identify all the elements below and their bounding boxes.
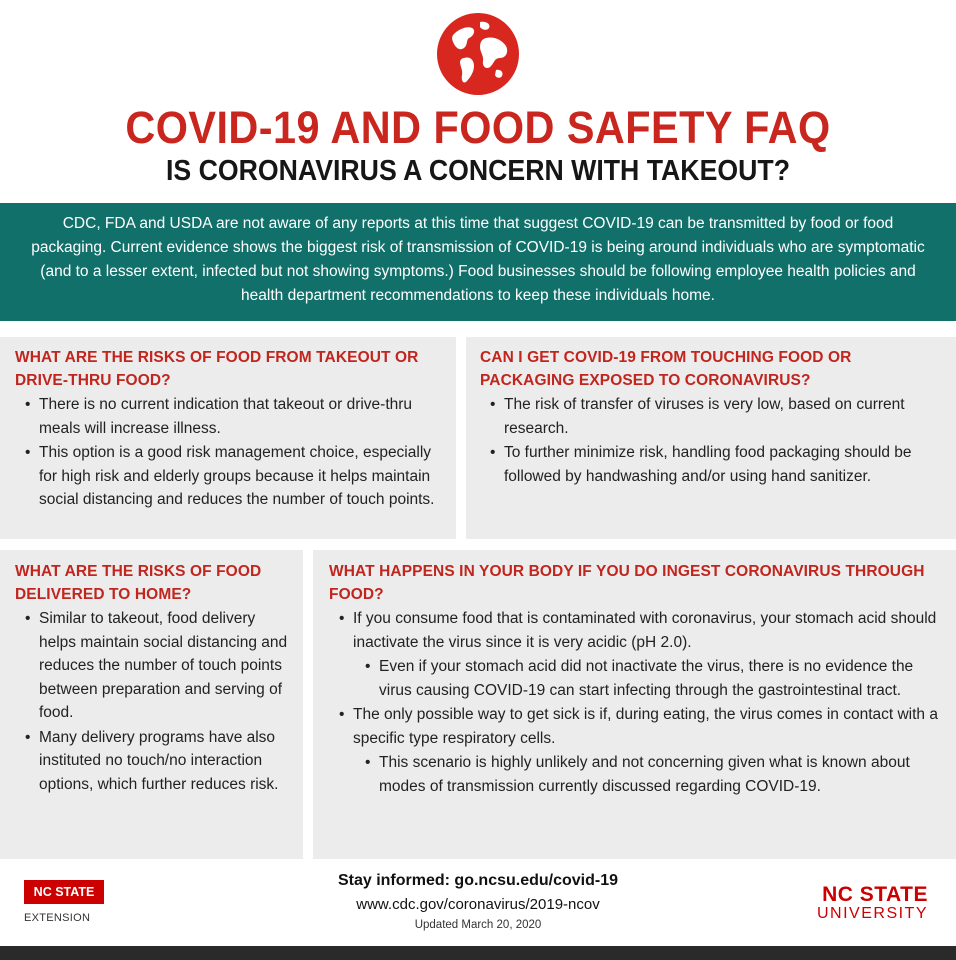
footer-links — [0, 872, 956, 931]
takeout-panel — [0, 337, 456, 539]
nc-state-university-logo — [817, 884, 928, 923]
touching-list — [480, 393, 942, 488]
footer — [0, 862, 956, 948]
stay-informed-link[interactable]: Stay informed: go.ncsu.edu/covid-19 — [337, 872, 619, 889]
ingest-heading: WHAT HAPPENS IN YOUR BODY IF YOU DO INGEST CORONAVIRUS THROUGH FOOD? — [329, 563, 925, 603]
list-item: • The only possible way to get sick is if, during eating, the virus comes in contact with a specific type respiratory cells. — [329, 703, 944, 750]
list-item: • Similar to takeout, food delivery helps maintain social distancing and reduces the number of touch points between preparation and serving of food. — [15, 607, 291, 725]
delivered-panel — [0, 550, 303, 859]
ingest-list — [329, 607, 944, 798]
logo-line-1: NC STATE — [822, 883, 928, 906]
intro-banner — [0, 203, 956, 321]
takeout-list — [15, 393, 442, 512]
nc-state-extension-badge: NC STATE — [24, 880, 104, 904]
cdc-link[interactable]: www.cdc.gov/coronavirus/2019-ncov — [356, 896, 600, 913]
sub-list-item: • This scenario is highly unlikely and not concerning given what is known about modes of transmission currently discussed regarding COVID-19. — [329, 751, 944, 798]
list-item: • Many delivery programs have also instituted no touch/no interaction options, which further reduces risk. — [15, 726, 291, 797]
delivered-list — [15, 607, 291, 796]
updated-date: Updated March 20, 2020 — [414, 919, 542, 931]
list-item: • To further minimize risk, handling food packaging should be followed by handwashing and/or using hand sanitizer. — [480, 441, 942, 488]
ingest-panel — [313, 550, 956, 859]
intro-text: CDC, FDA and USDA are not aware of any reports at this time that suggest COVID-19 can be transmitted by food or food packaging. Current evidence shows the biggest risk of transmission of COVID-19 is being around individuals who are symptomatic (and to a lesser extent, infected but not showing symptoms.) Food businesses should be following employee health policies and health department recommendations to keep these individuals home. — [31, 215, 925, 304]
bottom-bar — [0, 946, 956, 960]
list-item: • If you consume food that is contaminated with coronavirus, your stomach acid should inactivate the virus since it is very acidic (pH 2.0). — [329, 607, 944, 654]
list-item: • The risk of transfer of viruses is very low, based on current research. — [480, 393, 942, 440]
page-subtitle: IS CORONAVIRUS A CONCERN WITH TAKEOUT? — [165, 155, 790, 187]
globe-icon — [436, 12, 520, 96]
touching-panel — [466, 337, 956, 539]
touching-heading: CAN I GET COVID-19 FROM TOUCHING FOOD OR PACKAGING EXPOSED TO CORONAVIRUS? — [480, 349, 852, 389]
sub-list-item: • Even if your stomach acid did not inactivate the virus, there is no evidence the virus causing COVID-19 can start infecting through the gastrointestinal tract. — [329, 655, 944, 702]
list-item: • There is no current indication that takeout or drive-thru meals will increase illness. — [15, 393, 442, 440]
delivered-heading: WHAT ARE THE RISKS OF FOOD DELIVERED TO HOME? — [15, 563, 262, 603]
list-item: • This option is a good risk management choice, especially for high risk and elderly groups because it helps maintain social distancing and reduces the number of touch points. — [15, 441, 442, 512]
takeout-heading: WHAT ARE THE RISKS OF FOOD FROM TAKEOUT OR DRIVE-THRU FOOD? — [15, 349, 419, 389]
extension-label: EXTENSION — [24, 912, 91, 924]
page-title: COVID-19 AND FOOD SAFETY FAQ — [125, 102, 831, 153]
logo-line-2: UNIVERSITY — [816, 905, 928, 922]
